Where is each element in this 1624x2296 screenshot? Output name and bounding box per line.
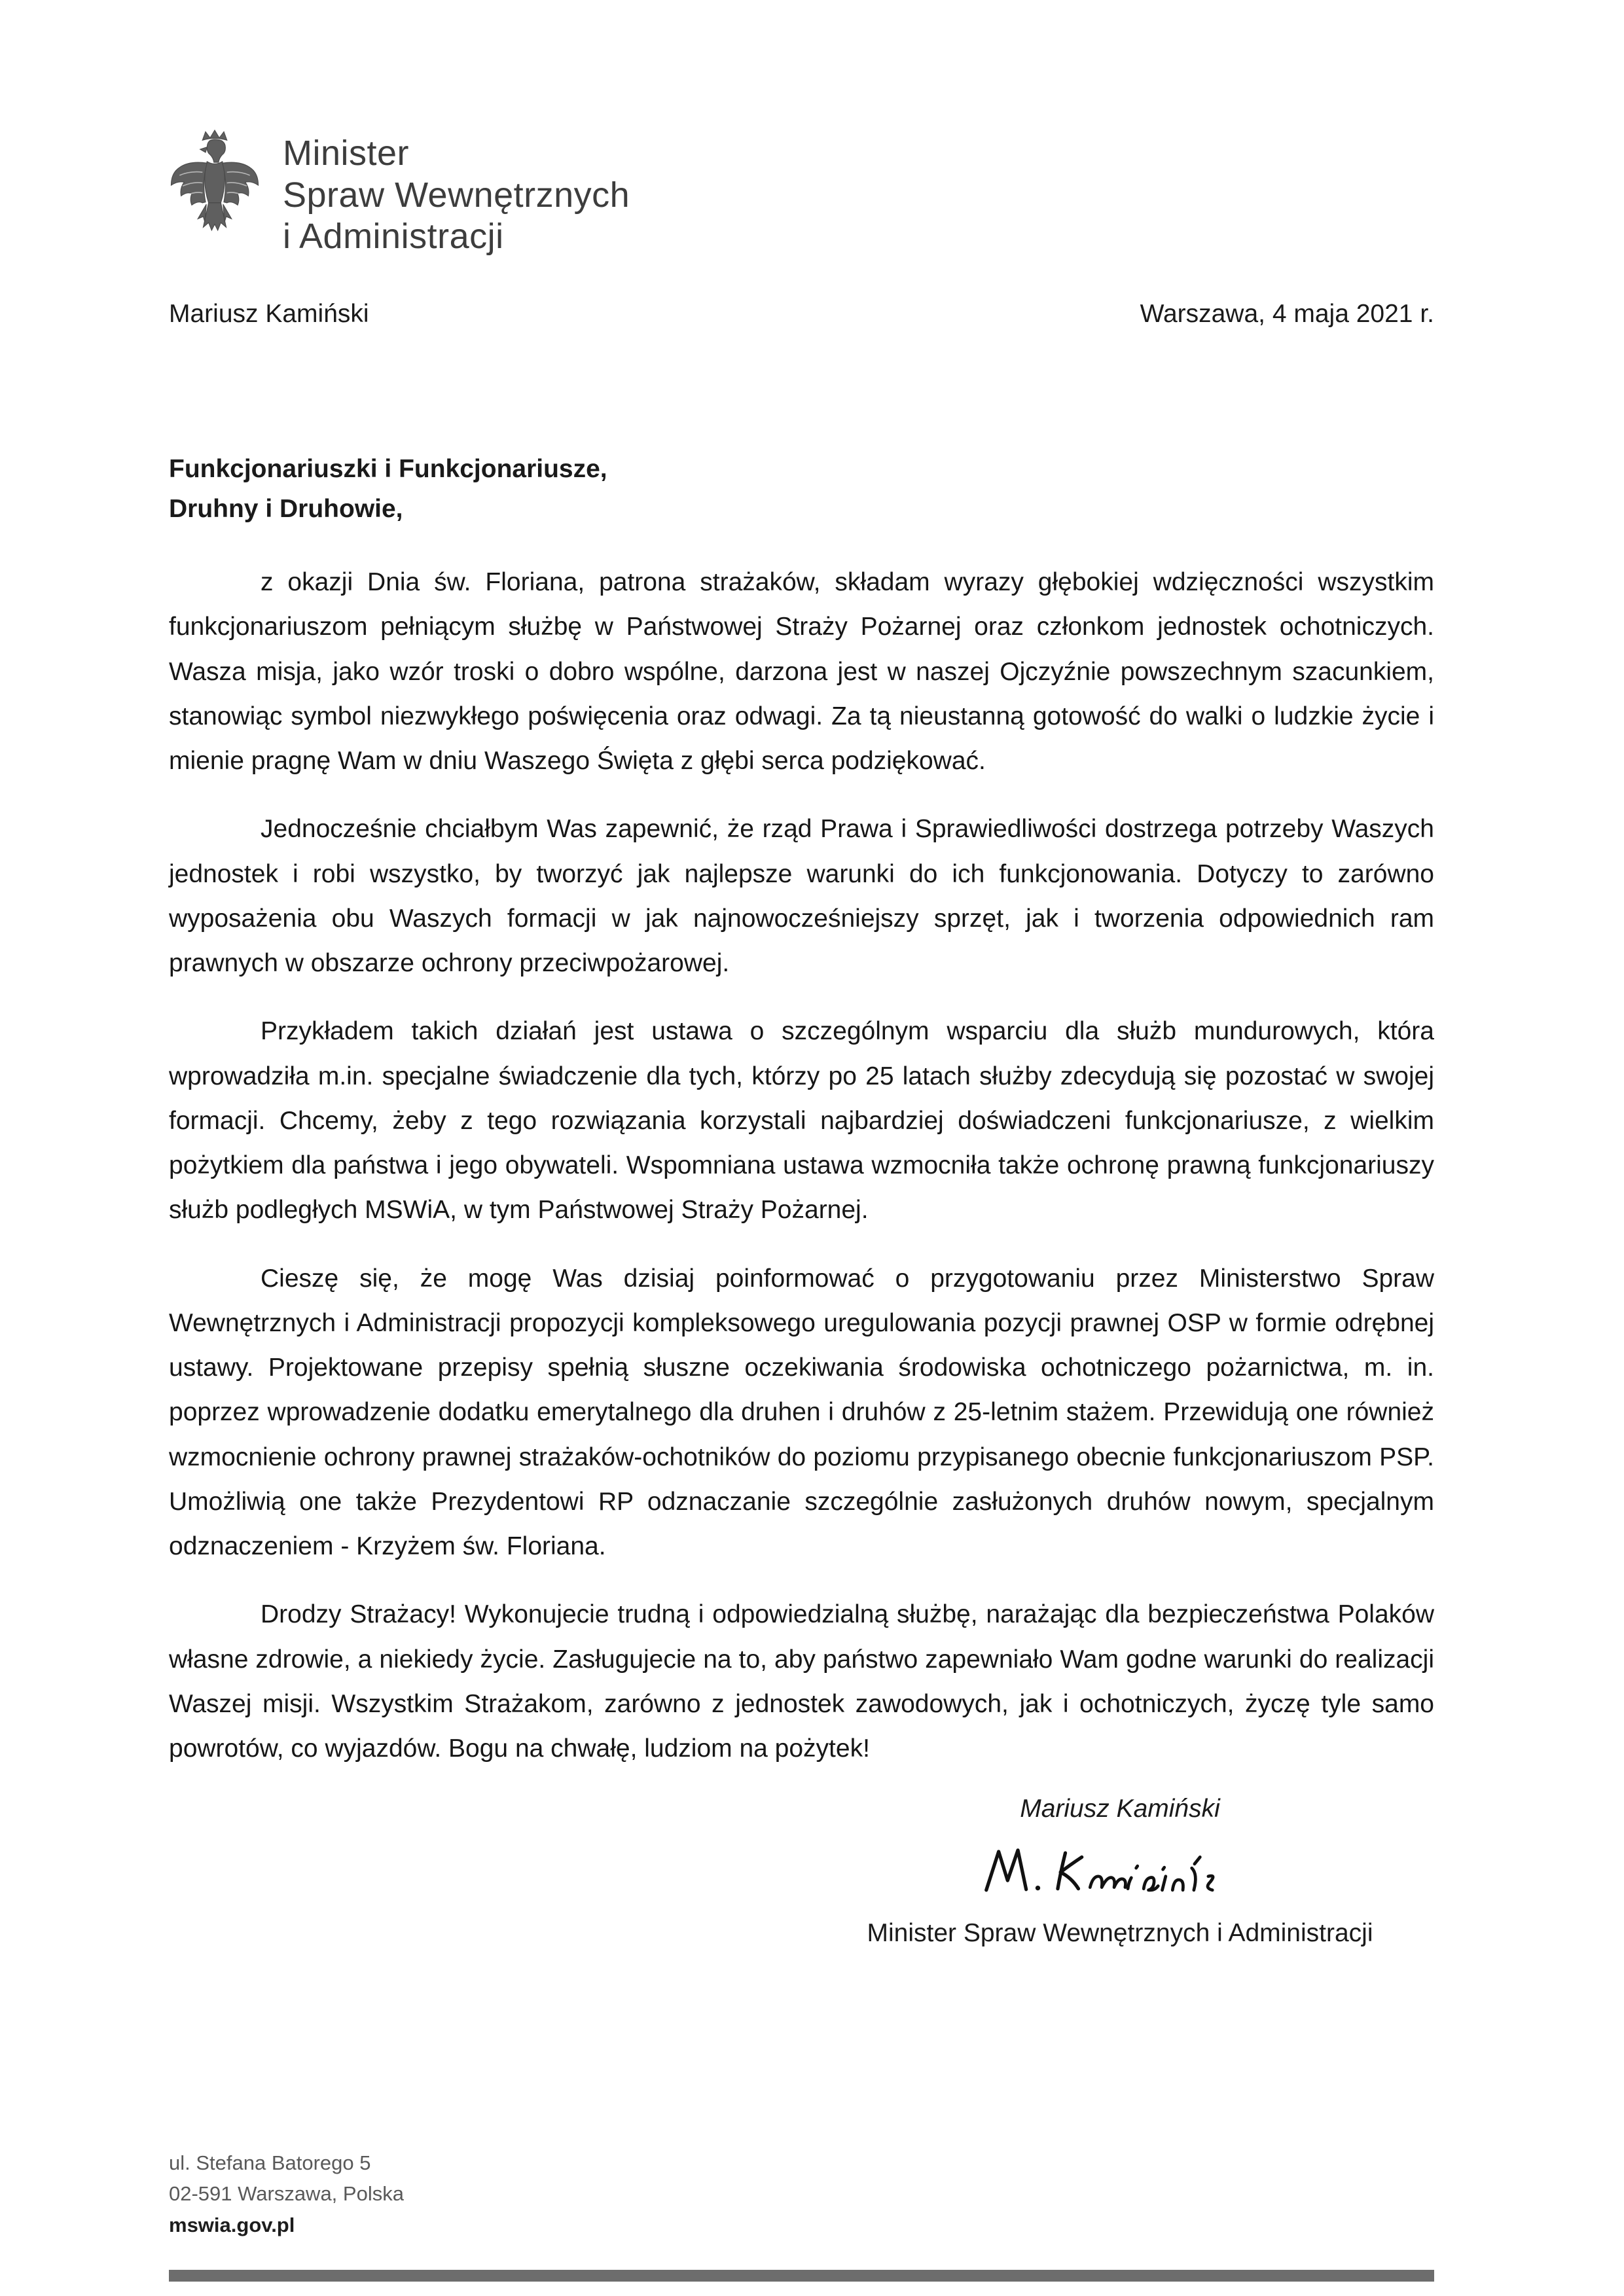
handwritten-signature-icon bbox=[976, 1838, 1265, 1907]
footer-address bbox=[169, 2148, 404, 2241]
letter-body bbox=[169, 560, 1434, 1771]
salutation-line-1: Funkcjonariuszki i Funkcjonariusze, bbox=[169, 455, 607, 484]
letter-paragraph: Drodzy Strażacy! Wykonujecie trudną i odpowiedzialną służbę, narażając dla bezpieczeństwa Polaków własne zdrowie, a niekiedy życie. Zasługujecie na to, aby państwo zapewniało Wam godne warunki do realizacji Waszej misji. Wszystkim Strażakom, zarówno z jednostek zawodowych, jak i ochotniczych, życzę tyle samo powrotów, co wyjazdów. Bogu na chwałę, ludziom na pożytek! bbox=[169, 1600, 1434, 1763]
salutation-line-2: Druhny i Druhowie, bbox=[169, 494, 403, 523]
signer-title: Minister Spraw Wewnętrznych i Administracji bbox=[867, 1919, 1373, 1948]
footer-bar bbox=[169, 2270, 1434, 2282]
letter-paragraph: Jednocześnie chciałbym Was zapewnić, że rząd Prawa i Sprawiedliwości dostrzega potrzeby Waszych jednostek i robi wszystko, by tworzyć jak najlepsze warunki do ich funkcjonowania. Dotyczy to zarówno wyposażenia obu Waszych formacji w jak najnowocześniejszy sprzęt, jak i tworzenia odpowiednich ram prawnych w obszarze ochrony przeciwpożarowej. bbox=[169, 815, 1434, 978]
footer-street: ul. Stefana Batorego 5 bbox=[169, 2151, 371, 2174]
letter-paragraph: Przykładem takich działań jest ustawa o szczególnym wsparciu dla służb mundurowych, która wprowadziła m.in. specjalne świadczenie dla tych, którzy po 25 latach służby zdecydują się pozostać w swojej formacji. Chcemy, żeby z tego rozwiązania korzystali najbardziej doświadczeni funkcjonariusze, z wielkim pożytkiem dla państwa i jego obywateli. Wspomniana ustawa wzmocniła także ochronę prawną funkcjonariuszy służb podległych MSWiA, w tym Państwowej Straży Pożarnej. bbox=[169, 1017, 1434, 1225]
signer-name: Mariusz Kamiński bbox=[1020, 1795, 1220, 1823]
letter-paragraph: Cieszę się, że mogę Was dzisiaj poinformować o przygotowaniu przez Ministerstwo Spraw Wewnętrznych i Administracji propozycji kompleksowego uregulowania pozycji prawnej OSP w formie odrębnej ustawy. Projektowane przepisy spełnią słuszne oczekiwania środowiska ochotniczego pożarnictwa, m. in. poprzez wprowadzenie dodatku emerytalnego dla druhen i druhów z 25-letnim stażem. Przewidują one również wzmocnienie ochrony prawnej strażaków-ochotników do poziomu przypisanego obecnie funkcjonariuszom PSP. Umożliwią one także Prezydentowi RP odznaczanie szczególnie zasłużonych druhów nowym, specjalnym odznaczeniem - Krzyżem św. Floriana. bbox=[169, 1264, 1434, 1561]
signature-block bbox=[806, 1795, 1434, 1948]
footer-city: 02-591 Warszawa, Polska bbox=[169, 2181, 404, 2205]
ministry-line-2: Spraw Wewnętrznych bbox=[283, 175, 630, 215]
ministry-name bbox=[283, 128, 630, 258]
letter-paragraph: z okazji Dnia św. Floriana, patrona strażaków, składam wyrazy głębokiej wdzięczności wszystkim funkcjonariuszom pełniącym służbę w Państwowej Straży Pożarnej oraz członkom jednostek ochotniczych. Wasza misja, jako wzór troski o dobro wspólne, darzona jest w naszej Ojczyźnie powszechnym szacunkiem, stanowiąc symbol niezwykłego poświęcenia oraz odwagi. Za tą nieustanną gotowość do walki o ludzkie życie i mienie pragnę Wam w dniu Waszego Święta z głębi serca podziękować. bbox=[169, 568, 1434, 776]
sender-date-row bbox=[169, 300, 1434, 329]
sender-name: Mariusz Kamiński bbox=[169, 300, 369, 329]
letterhead bbox=[169, 128, 1434, 258]
salutation bbox=[169, 450, 1434, 529]
polish-eagle-icon bbox=[169, 128, 261, 243]
footer-website: mswia.gov.pl bbox=[169, 2214, 295, 2236]
ministry-line-1: Minister bbox=[283, 134, 410, 173]
ministry-line-3: i Administracji bbox=[283, 217, 504, 257]
place-date: Warszawa, 4 maja 2021 r. bbox=[1140, 300, 1434, 329]
